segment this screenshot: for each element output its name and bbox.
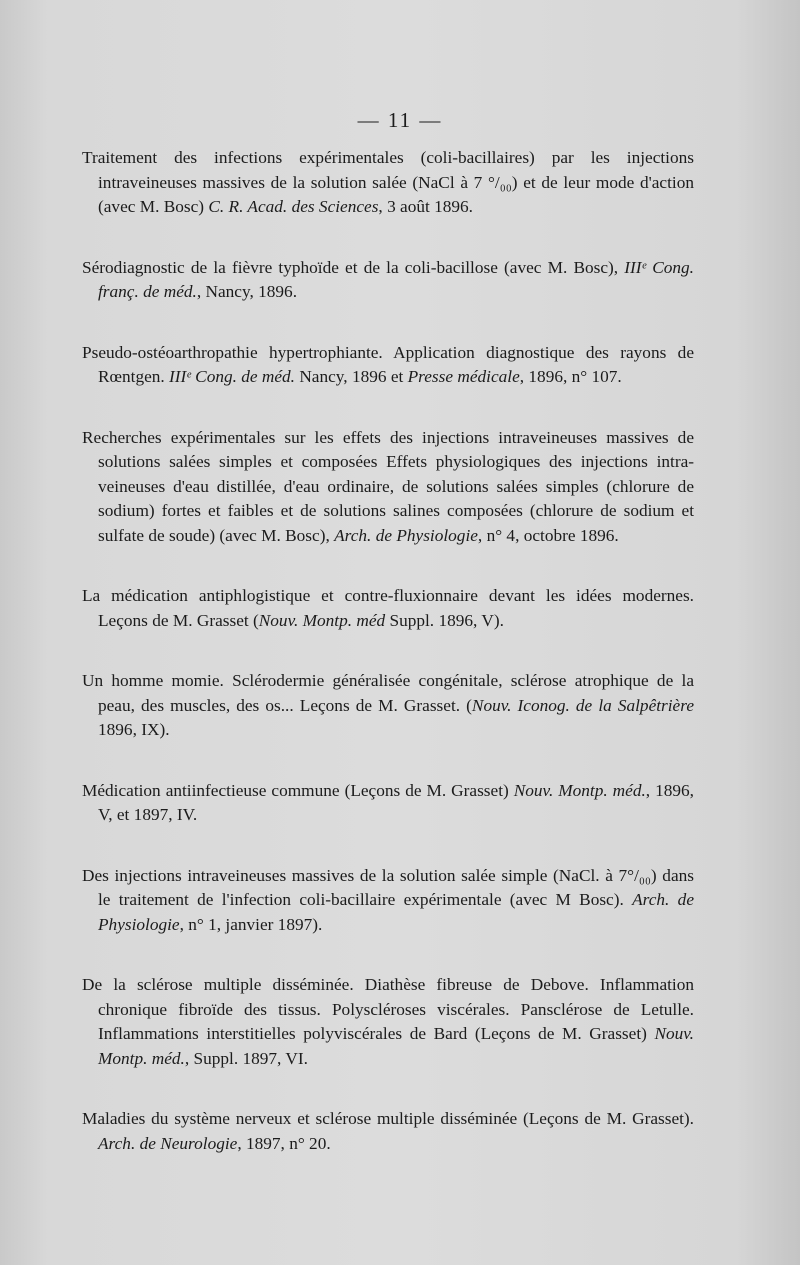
entry-text: , n° 1, janvier 1897). (179, 914, 323, 934)
entry-text: Suppl. 1896, V). (385, 610, 504, 630)
citation-source: IIIᵉ Cong. de méd. (169, 367, 295, 386)
entry-text: Des injections intraveineuses massives de la solution salée simple (NaCl. à 7°/₀₀) dans le traitement de l'infection coli-bacillaire expérimentale (avec M Bosc). (82, 865, 694, 909)
entry-text: , 1896, V, et 1897, IV. (98, 780, 694, 824)
citation-source: C. R. Acad. des Sciences (208, 197, 379, 216)
citation-source: IIIᵉ Cong. franç. de méd. (98, 257, 694, 301)
bibliography-entry (82, 426, 694, 549)
bibliography-entry (82, 146, 694, 220)
bibliography-entry (82, 779, 694, 828)
bibliography-entry (82, 973, 694, 1071)
entry-text: Recherches expérimentales sur les effets des injections intraveineuses massives de solutions salées simples et composées Effets physiologiques des injections intra-veineuses d'eau distillée, d'eau ordinaire, de solutions salées simples (chlorure de sodium) fortes et faibles et de solutions salines composées (chlorure de sodium et sulfate de soude) (avec M. Bosc), (82, 427, 694, 545)
entry-text: Traitement des infections expérimentales (coli-bacillaires) par les injections intraveineuses massives de la solution salée (NaCl à 7 °/₀₀) et de leur mode d'action (avec M. Bosc) (82, 148, 694, 216)
entry-text: , 3 août 1896. (378, 197, 473, 216)
entry-text: , 1897, n° 20. (237, 1133, 331, 1153)
bibliography-entry (82, 341, 694, 390)
citation-source: Arch. de Neurologie (98, 1133, 238, 1153)
citation-source: Nouv. Iconog. de la Salpêtrière (471, 695, 694, 715)
bibliography-entry (82, 584, 694, 633)
bibliography-entry (82, 256, 694, 305)
bibliography-entry (82, 864, 694, 938)
entry-text: Un homme momie. Sclérodermie généralisée congénitale, sclérose atrophique de la peau, des muscles, des os... Leçons de M. Grasset. ( (82, 671, 694, 715)
page-number: — 11 — (357, 108, 443, 132)
entry-text: Maladies du système nerveux et sclérose multiple disséminée (Leçons de M. Grasset). (82, 1109, 694, 1128)
citation-source: Presse médicale (407, 367, 520, 386)
citation-source: Nouv. Montp. méd (258, 610, 386, 630)
bibliography-entry (82, 669, 694, 743)
entry-text: Nancy, 1896 et (295, 367, 408, 386)
citation-source: Nouv. Montp. méd. (513, 780, 646, 800)
citation-source: Arch. de Physiologie (98, 890, 694, 934)
entry-text: La médication antiphlogistique et contre-fluxionnaire devant les idées modernes. Leçons de M. Grasset ( (82, 586, 694, 630)
citation-source: Arch. de Physiologie (334, 525, 478, 545)
bibliography-entry (82, 1107, 694, 1156)
entry-text: 1896, IX). (98, 720, 170, 739)
entry-text: Pseudo-ostéoarthropathie hypertrophiante. Application diagnostique des rayons de Rœntgen. (82, 342, 694, 386)
entry-text: , Suppl. 1897, VI. (184, 1048, 308, 1068)
entry-text: De la sclérose multiple disséminée. Diathèse fibreuse de Debove. Inflammation chronique fibroïde des tissus. Polyscléroses viscérales. Pansclérose de Letulle. Inflammations interstitielles polyviscérales de Bard (Leçons de M. Grasset) (82, 975, 694, 1043)
entry-text: , 1896, n° 107. (519, 367, 622, 386)
entry-text: , Nancy, 1896. (196, 282, 298, 301)
bibliography-list (82, 146, 694, 1192)
entry-text: Médication antiinfectieuse commune (Leçons de M. Grasset) (82, 780, 514, 800)
entry-text: Sérodiagnostic de la fièvre typhoïde et de la coli-bacillose (avec M. Bosc), (82, 257, 625, 277)
citation-source: Nouv. Montp. méd. (98, 1024, 694, 1068)
entry-text: , n° 4, octobre 1896. (477, 525, 619, 545)
